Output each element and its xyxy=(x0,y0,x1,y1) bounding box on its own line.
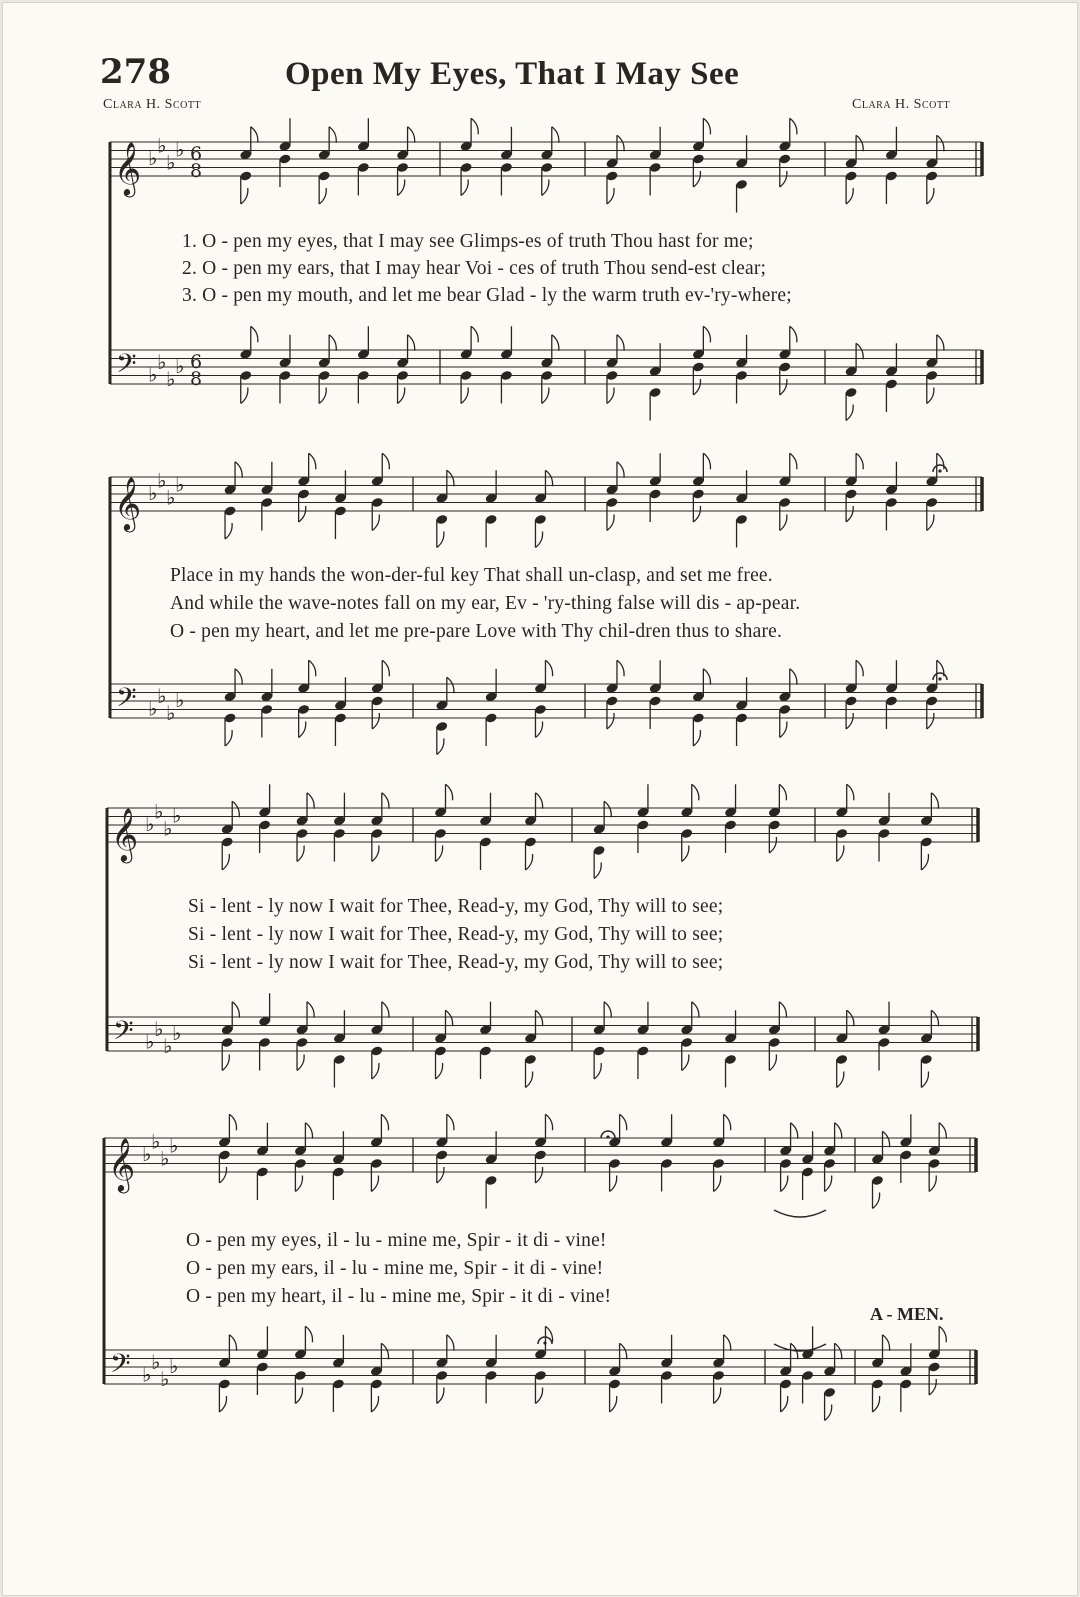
note-flag xyxy=(883,1335,890,1351)
note-flag xyxy=(329,335,336,351)
note-flag xyxy=(847,1010,854,1026)
note-flag xyxy=(780,515,787,531)
note-flag xyxy=(594,863,601,879)
note-flag xyxy=(856,453,863,469)
treble-clef-icon: 𝄞 xyxy=(114,141,142,195)
note-flag xyxy=(607,188,614,204)
note-flag xyxy=(604,1002,611,1018)
lyric-line: Si - lent - ly now I wait for Thee, Read-y, my God, Thy will to see; xyxy=(188,896,724,917)
note-flag xyxy=(604,801,611,817)
note-flag xyxy=(703,326,710,342)
note-flag xyxy=(939,1326,946,1342)
note-flag xyxy=(437,739,444,755)
note-flag xyxy=(846,713,853,729)
note-flag xyxy=(693,506,700,522)
flat-icon: ♭ xyxy=(157,683,167,708)
note-flag xyxy=(219,1396,226,1412)
note-flag xyxy=(769,837,776,853)
lyric-line: 2. O - pen my ears, that I may hear Voi - ces of truth Thou send-est clear; xyxy=(182,258,767,279)
flat-icon: ♭ xyxy=(172,1021,182,1045)
note-flag xyxy=(526,854,533,870)
lyric-line: And while the wave-notes fall on my ear, Ev - 'ry-thing false will dis - ap-pear. xyxy=(170,593,801,614)
flat-icon: ♭ xyxy=(163,1033,173,1058)
note-flag xyxy=(535,1388,542,1404)
note-flag xyxy=(617,462,624,478)
note-flag xyxy=(937,453,944,469)
note-flag xyxy=(703,118,710,134)
note-flag xyxy=(856,660,863,676)
note-flag xyxy=(931,793,938,809)
note-flag xyxy=(594,1063,601,1079)
note-flag xyxy=(790,326,797,342)
flat-icon: ♭ xyxy=(148,481,158,505)
note-flag xyxy=(447,470,454,486)
note-flag xyxy=(297,846,304,862)
flat-icon: ♭ xyxy=(175,137,185,162)
flat-icon: ♭ xyxy=(151,1349,161,1374)
bass-clef-icon: 𝄢 xyxy=(110,1347,131,1386)
note-flag xyxy=(780,722,787,738)
note-flag xyxy=(535,532,542,548)
note-flag xyxy=(620,1343,627,1359)
note-flag xyxy=(447,1114,454,1130)
bass-clef-icon: 𝄢 xyxy=(116,347,137,386)
lyric-line: O - pen my ears, il - lu - mine me, Spir - it di - vine! xyxy=(186,1258,604,1279)
note-flag xyxy=(937,335,944,351)
flat-icon: ♭ xyxy=(169,1354,179,1378)
note-flag xyxy=(235,669,242,685)
note-flag xyxy=(780,171,787,187)
note-flag xyxy=(381,1114,388,1130)
note-flag xyxy=(714,1176,721,1192)
flat-icon: ♭ xyxy=(157,468,167,493)
note-flag xyxy=(241,188,248,204)
fermata-dot xyxy=(606,1135,609,1138)
note-flag xyxy=(229,1114,236,1130)
flat-icon: ♭ xyxy=(157,349,167,374)
note-flag xyxy=(779,1002,786,1018)
bass-clef-icon: 𝄢 xyxy=(116,681,137,720)
note-flag xyxy=(381,1343,388,1359)
note-flag xyxy=(873,1396,880,1412)
note-flag xyxy=(790,669,797,685)
flat-icon: ♭ xyxy=(148,146,158,170)
note-flag xyxy=(607,388,614,404)
note-flag xyxy=(937,135,944,151)
note-flag xyxy=(437,1388,444,1404)
flat-icon: ♭ xyxy=(157,133,167,158)
note-flag xyxy=(219,1167,226,1183)
note-flag xyxy=(372,846,379,862)
lyric-line: Place in my hands the won-der-ful key That shall un-clasp, and set me free. xyxy=(170,565,773,586)
note-flag xyxy=(790,453,797,469)
note-flag xyxy=(617,660,624,676)
note-flag xyxy=(542,180,549,196)
music-credit: Clara H. Scott xyxy=(852,97,951,112)
note-flag xyxy=(545,1114,552,1130)
note-flag xyxy=(552,335,559,351)
flat-icon: ♭ xyxy=(160,1366,170,1391)
note-flag xyxy=(873,1193,880,1209)
note-flag xyxy=(617,135,624,151)
flat-icon: ♭ xyxy=(166,150,176,175)
note-flag xyxy=(790,118,797,134)
note-flag xyxy=(299,506,306,522)
note-flag xyxy=(222,854,229,870)
note-flag xyxy=(927,515,934,531)
note-flag xyxy=(835,1343,842,1359)
note-flag xyxy=(408,335,415,351)
note-flag xyxy=(309,660,316,676)
flat-icon: ♭ xyxy=(175,472,185,497)
note-flag xyxy=(319,388,326,404)
note-flag xyxy=(232,1002,239,1018)
flat-icon: ♭ xyxy=(142,1142,152,1166)
note-flag xyxy=(535,1167,542,1183)
flat-icon: ♭ xyxy=(175,688,185,712)
lyric-line: 1. O - pen my eyes, that I may see Glimps-es of truth Thou hast for me; xyxy=(182,231,754,252)
note-flag xyxy=(461,388,468,404)
flat-icon: ♭ xyxy=(148,696,158,721)
time-signature-top: 6 xyxy=(190,143,203,165)
bass-clef-icon: 𝄢 xyxy=(113,1014,134,1053)
note-flag xyxy=(921,1072,928,1088)
flat-icon: ♭ xyxy=(166,366,176,391)
flat-icon: ♭ xyxy=(154,1016,164,1041)
note-flag xyxy=(856,135,863,151)
note-flag xyxy=(309,453,316,469)
note-flag xyxy=(319,188,326,204)
note-flag xyxy=(329,127,336,143)
note-flag xyxy=(927,713,934,729)
note-flag xyxy=(536,1010,543,1026)
note-flag xyxy=(398,180,405,196)
note-flag xyxy=(617,335,624,351)
note-flag xyxy=(927,388,934,404)
note-flag xyxy=(931,1010,938,1026)
note-flag xyxy=(382,1002,389,1018)
note-flag xyxy=(545,660,552,676)
note-flag xyxy=(225,730,232,746)
note-flag xyxy=(251,326,258,342)
hymn-title: Open My Eyes, That I May See xyxy=(285,56,740,92)
note-flag xyxy=(929,1176,936,1192)
note-flag xyxy=(297,1055,304,1071)
note-flag xyxy=(552,127,559,143)
amen-text: A - MEN. xyxy=(870,1304,944,1324)
note-flag xyxy=(305,1123,312,1139)
hymn-number: 278 xyxy=(100,52,171,92)
note-flag xyxy=(610,1176,617,1192)
note-flag xyxy=(620,1114,627,1130)
note-flag xyxy=(693,730,700,746)
note-flag xyxy=(693,379,700,395)
note-flag xyxy=(883,1131,890,1147)
time-signature-bottom: 8 xyxy=(190,160,203,182)
flat-icon: ♭ xyxy=(160,1146,170,1171)
note-flag xyxy=(724,1335,731,1351)
note-flag xyxy=(372,713,379,729)
note-flag xyxy=(398,388,405,404)
note-flag xyxy=(299,722,306,738)
note-flag xyxy=(232,801,239,817)
note-flag xyxy=(542,388,549,404)
note-flag xyxy=(382,453,389,469)
lyric-line: 3. O - pen my mouth, and let me bear Glad - ly the warm truth ev-'ry-where; xyxy=(182,285,792,306)
note-flag xyxy=(835,1123,842,1139)
note-flag xyxy=(846,188,853,204)
note-flag xyxy=(307,1002,314,1018)
note-flag xyxy=(692,1002,699,1018)
note-flag xyxy=(447,1335,454,1351)
note-flag xyxy=(781,1396,788,1412)
note-flag xyxy=(437,532,444,548)
time-signature-bottom: 8 xyxy=(190,368,203,390)
note-flag xyxy=(295,1176,302,1192)
flat-icon: ♭ xyxy=(172,803,182,828)
fermata-dot xyxy=(938,469,941,472)
note-flag xyxy=(929,1379,936,1395)
lyric-line: O - pen my heart, and let me pre-pare Love with Thy chil-dren thus to share. xyxy=(170,621,783,642)
flat-icon: ♭ xyxy=(169,1133,179,1158)
note-flag xyxy=(535,722,542,738)
flat-icon: ♭ xyxy=(175,354,185,378)
flat-icon: ♭ xyxy=(163,816,173,841)
note-flag xyxy=(927,188,934,204)
note-flag xyxy=(447,677,454,693)
note-flag xyxy=(779,784,786,800)
note-flag xyxy=(305,1326,312,1342)
note-flag xyxy=(372,1063,379,1079)
note-flag xyxy=(921,854,928,870)
note-flag xyxy=(846,506,853,522)
flat-icon: ♭ xyxy=(145,812,155,836)
note-flag xyxy=(607,515,614,531)
note-flag xyxy=(436,1063,443,1079)
flat-icon: ♭ xyxy=(148,362,158,387)
flat-icon: ♭ xyxy=(151,1129,161,1154)
note-flag xyxy=(382,660,389,676)
treble-clef-icon: 𝄞 xyxy=(108,1137,136,1191)
note-flag xyxy=(781,1176,788,1192)
note-flag xyxy=(526,1072,533,1088)
note-flag xyxy=(607,713,614,729)
flat-icon: ♭ xyxy=(154,799,164,824)
treble-clef-icon: 𝄞 xyxy=(114,476,142,530)
note-flag xyxy=(610,1396,617,1412)
note-flag xyxy=(791,1123,798,1139)
note-flag xyxy=(724,1114,731,1130)
note-flag xyxy=(446,1010,453,1026)
note-flag xyxy=(307,793,314,809)
note-flag xyxy=(371,1396,378,1412)
note-flag xyxy=(682,1055,689,1071)
note-flag xyxy=(295,1388,302,1404)
flat-icon: ♭ xyxy=(166,700,176,725)
note-flag xyxy=(847,784,854,800)
lyric-line: O - pen my heart, il - lu - mine me, Spir - it di - vine! xyxy=(186,1286,612,1307)
flat-icon: ♭ xyxy=(145,1029,155,1054)
note-flag xyxy=(856,343,863,359)
note-flag xyxy=(382,793,389,809)
note-flag xyxy=(437,1167,444,1183)
note-flag xyxy=(837,846,844,862)
lyric-line: O - pen my eyes, il - lu - mine me, Spir - it di - vine! xyxy=(186,1230,607,1251)
note-flag xyxy=(837,1072,844,1088)
note-flag xyxy=(229,1335,236,1351)
flat-icon: ♭ xyxy=(142,1362,152,1387)
flat-icon: ♭ xyxy=(166,485,176,510)
note-flag xyxy=(939,1123,946,1139)
note-flag xyxy=(461,180,468,196)
lyric-line: Si - lent - ly now I wait for Thee, Read-y, my God, Thy will to see; xyxy=(188,952,724,973)
words-credit: Clara H. Scott xyxy=(103,97,202,112)
lyric-line: Si - lent - ly now I wait for Thee, Read-y, my God, Thy will to see; xyxy=(188,924,724,945)
note-flag xyxy=(682,846,689,862)
note-flag xyxy=(241,388,248,404)
note-flag xyxy=(693,171,700,187)
treble-clef-icon: 𝄞 xyxy=(111,807,139,861)
note-flag xyxy=(692,784,699,800)
note-flag xyxy=(446,784,453,800)
note-flag xyxy=(545,470,552,486)
note-flag xyxy=(846,405,853,421)
note-flag xyxy=(371,1176,378,1192)
fermata-dot xyxy=(938,677,941,680)
note-flag xyxy=(372,515,379,531)
note-flag xyxy=(471,118,478,134)
note-flag xyxy=(436,846,443,862)
note-flag xyxy=(225,523,232,539)
tie xyxy=(774,1210,826,1217)
note-flag xyxy=(408,127,415,143)
note-flag xyxy=(222,1055,229,1071)
note-flag xyxy=(703,669,710,685)
note-flag xyxy=(703,453,710,469)
note-flag xyxy=(235,462,242,478)
fermata-dot xyxy=(543,1341,546,1344)
note-flag xyxy=(536,793,543,809)
note-flag xyxy=(471,326,478,342)
note-flag xyxy=(825,1405,832,1421)
time-signature-top: 6 xyxy=(190,351,203,373)
note-flag xyxy=(769,1055,776,1071)
note-flag xyxy=(780,379,787,395)
note-flag xyxy=(251,127,258,143)
note-flag xyxy=(714,1388,721,1404)
note-flag xyxy=(825,1176,832,1192)
